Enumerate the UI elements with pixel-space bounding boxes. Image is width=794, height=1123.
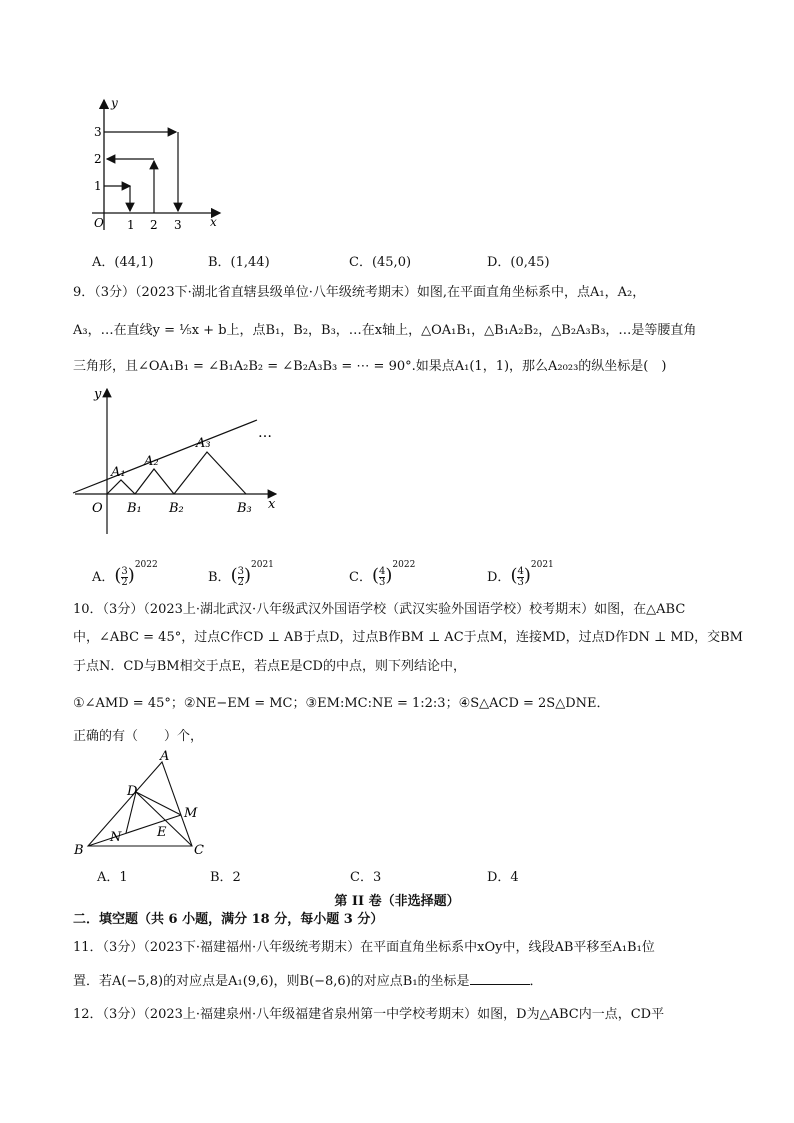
label-b1: B₁: [127, 501, 142, 516]
q9-line-3: 三角形，且∠OA₁B₁ = ∠B₁A₂B₂ = ∠B₂A₃B₃ = ⋯ = 90°.如果点A₁(1，1)，那么A₂₀₂₃的纵坐标是( ): [73, 359, 667, 374]
q10-line-5: 正确的有（ ）个，: [73, 729, 204, 744]
label-b: B: [74, 843, 84, 858]
q10-option-c[interactable]: C．3: [350, 870, 382, 885]
y-tick-2: 2: [94, 152, 102, 166]
q8-option-b[interactable]: B．(1,44): [208, 255, 270, 270]
label-d: D: [127, 784, 138, 799]
x-tick-2: 2: [150, 218, 158, 232]
y-tick-1: 1: [94, 179, 102, 193]
option-letter: C．: [349, 570, 372, 585]
numerator: 3: [237, 566, 244, 577]
numerator: 4: [517, 566, 524, 577]
label-a2: A₂: [144, 454, 159, 469]
label-n: N: [110, 830, 122, 845]
label-b3: B₃: [237, 501, 252, 516]
q12-line-1: 12．（3分）（2023上·福建泉州·八年级福建省泉州第一中学校考期末）如图，D为△ABC内一点，CD平: [73, 1007, 665, 1022]
denominator: 3: [517, 577, 524, 588]
q11-line-2-text: 置．若A(−5,8)的对应点是A₁(9,6)，则B(−8,6)的对应点B₁的坐标是: [73, 974, 470, 989]
option-letter: D．: [487, 570, 511, 585]
q9-option-d[interactable]: D．( $\frac{4}{3}$ )$^{2021}$: [487, 560, 554, 588]
exponent: 2022: [392, 560, 416, 570]
label-a: A: [160, 750, 170, 764]
label-e: E: [157, 825, 167, 840]
q11-line-2-end: ．: [529, 974, 543, 989]
q9-option-c[interactable]: C．( $\frac{4}{3}$ )$^{2022}$: [349, 560, 416, 588]
q10-option-d[interactable]: D．4: [487, 870, 519, 885]
q10-option-b[interactable]: B．2: [210, 870, 241, 885]
q8-figure: [80, 95, 230, 240]
exponent: 2022: [134, 560, 158, 570]
y-axis-label: y: [111, 96, 118, 110]
x-axis-label: x: [210, 215, 217, 229]
q9-option-a[interactable]: A．( $\frac{3}{2}$ )$^{2022}$: [92, 560, 158, 588]
denominator: 2: [237, 577, 244, 588]
ellipsis: …: [258, 425, 272, 441]
option-letter: A．: [92, 570, 115, 585]
origin-label: O: [94, 216, 104, 230]
label-c: C: [194, 843, 204, 858]
origin-label: O: [92, 501, 103, 516]
q9-figure: [70, 384, 290, 539]
label-m: M: [184, 806, 198, 821]
q10-line-3: 于点N．CD与BM相交于点E，若点E是CD的中点，则下列结论中，: [73, 659, 466, 674]
label-a3: A₃: [196, 436, 211, 451]
triangle-b1a2b2: [135, 469, 174, 494]
denominator: 3: [378, 577, 386, 588]
y-tick-3: 3: [94, 125, 102, 139]
answer-blank[interactable]: [470, 972, 530, 985]
y-axis-label: y: [94, 387, 102, 402]
q8-option-d[interactable]: D．(0,45): [487, 255, 550, 270]
triangle-b2a3b3: [174, 452, 246, 494]
section-two-title: 二．填空题（共 6 小题，满分 18 分，每小题 3 分）: [73, 912, 384, 927]
x-tick-3: 3: [174, 218, 182, 232]
q9-line-1: 9．（3分）（2023下·湖北省直辖县级单位·八年级统考期末）如图,在平面直角坐标系中，点A₁，A₂，: [73, 285, 646, 300]
q11-line-1: 11．（3分）（2023下·福建福州·八年级统考期末）在平面直角坐标系中xOy中，线段AB平移至A₁B₁位: [73, 940, 655, 955]
exponent: 2021: [251, 560, 274, 570]
q10-figure: [70, 750, 220, 860]
q8-option-a[interactable]: A．(44,1): [92, 255, 154, 270]
q10-option-a[interactable]: A．1: [97, 870, 128, 885]
q8-option-c[interactable]: C．(45,0): [349, 255, 412, 270]
q10-line-2: 中，∠ABC = 45°，过点C作CD ⊥ AB于点D，过点B作BM ⊥ AC于点M，连接MD，过点D作DN ⊥ MD，交BM: [73, 630, 743, 645]
x-tick-1: 1: [127, 218, 135, 232]
label-b2: B₂: [169, 501, 184, 516]
x-axis-label: x: [268, 497, 276, 512]
q9-line-2: A₃，…在直线y = ⅕x + b上，点B₁，B₂，B₃，…在x轴上，△OA₁B₁，△B₁A₂B₂，△B₂A₃B₃，…是等腰直角: [73, 323, 697, 338]
option-letter: B．: [208, 570, 231, 585]
q10-line-1: 10．（3分）（2023上·湖北武汉·八年级武汉外国语学校（武汉实验外国语学校）校考期末）如图，在△ABC: [73, 602, 686, 617]
q11-line-2: [73, 972, 543, 992]
q10-line-4: ①∠AMD = 45°；②NE−EM = MC；③EM:MC:NE = 1:2:3；④S△ACD = 2S△DNE．: [73, 696, 610, 711]
triangle-abc: [88, 762, 192, 846]
triangle-oa1b1: [107, 480, 135, 494]
numerator: 4: [378, 566, 386, 577]
denominator: 2: [121, 577, 128, 588]
part-two-title: 第 II 卷（非选择题）: [334, 894, 460, 909]
label-a1: A₁: [111, 465, 126, 480]
q9-option-b[interactable]: B．( $\frac{3}{2}$ )$^{2021}$: [208, 560, 274, 588]
numerator: 3: [121, 566, 128, 577]
exponent: 2021: [530, 560, 554, 570]
